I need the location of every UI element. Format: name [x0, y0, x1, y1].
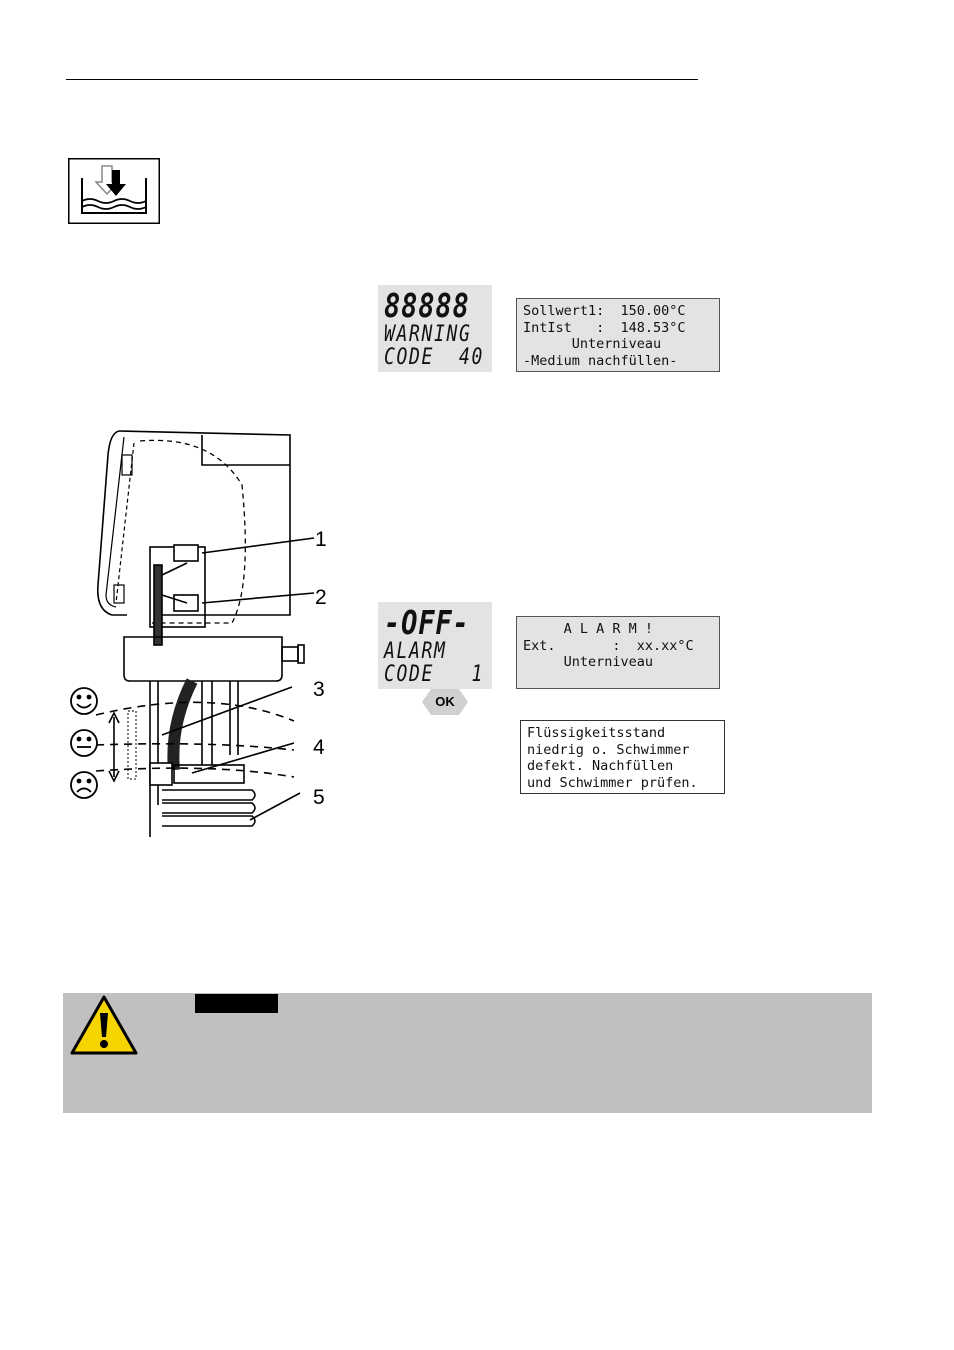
ok-button-label: OK [435, 694, 455, 709]
panel-line: Flüssigkeitsstand [527, 725, 666, 741]
alarm-panel [516, 616, 720, 689]
panel-line: und Schwimmer prüfen. [527, 774, 698, 791]
callout-3: 3 [313, 678, 325, 701]
segment-display-alarm [378, 602, 492, 689]
warning-box [63, 993, 872, 1113]
display-off-text: -OFF- [384, 603, 470, 642]
display-code-text: CODE 40 [384, 345, 485, 370]
callout-5: 5 [313, 786, 325, 809]
panel-line: Unterniveau [523, 336, 662, 352]
panel-line: A L A R M ! [523, 621, 654, 637]
callout-2: 2 [315, 586, 327, 609]
notice-label [195, 994, 278, 1013]
help-panel [520, 720, 725, 794]
display-digits: 88888 [384, 286, 470, 325]
header-rule [66, 79, 698, 80]
panel-line: defekt. Nachfüllen [527, 758, 674, 774]
low-level-icon [68, 158, 160, 224]
ok-button[interactable] [421, 688, 469, 716]
panel-line: -Medium nachfüllen- [523, 352, 678, 369]
panel-line: Ext. : xx.xx°C [523, 637, 694, 654]
display-warning-text: WARNING [384, 322, 472, 347]
status-panel [516, 298, 720, 372]
panel-line: Unterniveau [523, 654, 654, 670]
level-faces [71, 688, 97, 798]
panel-line: IntIst : 148.53°C [523, 319, 686, 336]
panel-line: niedrig o. Schwimmer [527, 741, 690, 758]
segment-display-warning [378, 285, 492, 372]
display-alarm-text: ALARM [384, 639, 447, 664]
callout-4: 4 [313, 736, 325, 759]
callout-1: 1 [315, 528, 327, 551]
device-schematic [62, 425, 362, 845]
warning-triangle-icon [68, 993, 140, 1057]
panel-line: Sollwert1: 150.00°C [523, 303, 686, 319]
display-code-text: CODE 1 [384, 662, 485, 687]
